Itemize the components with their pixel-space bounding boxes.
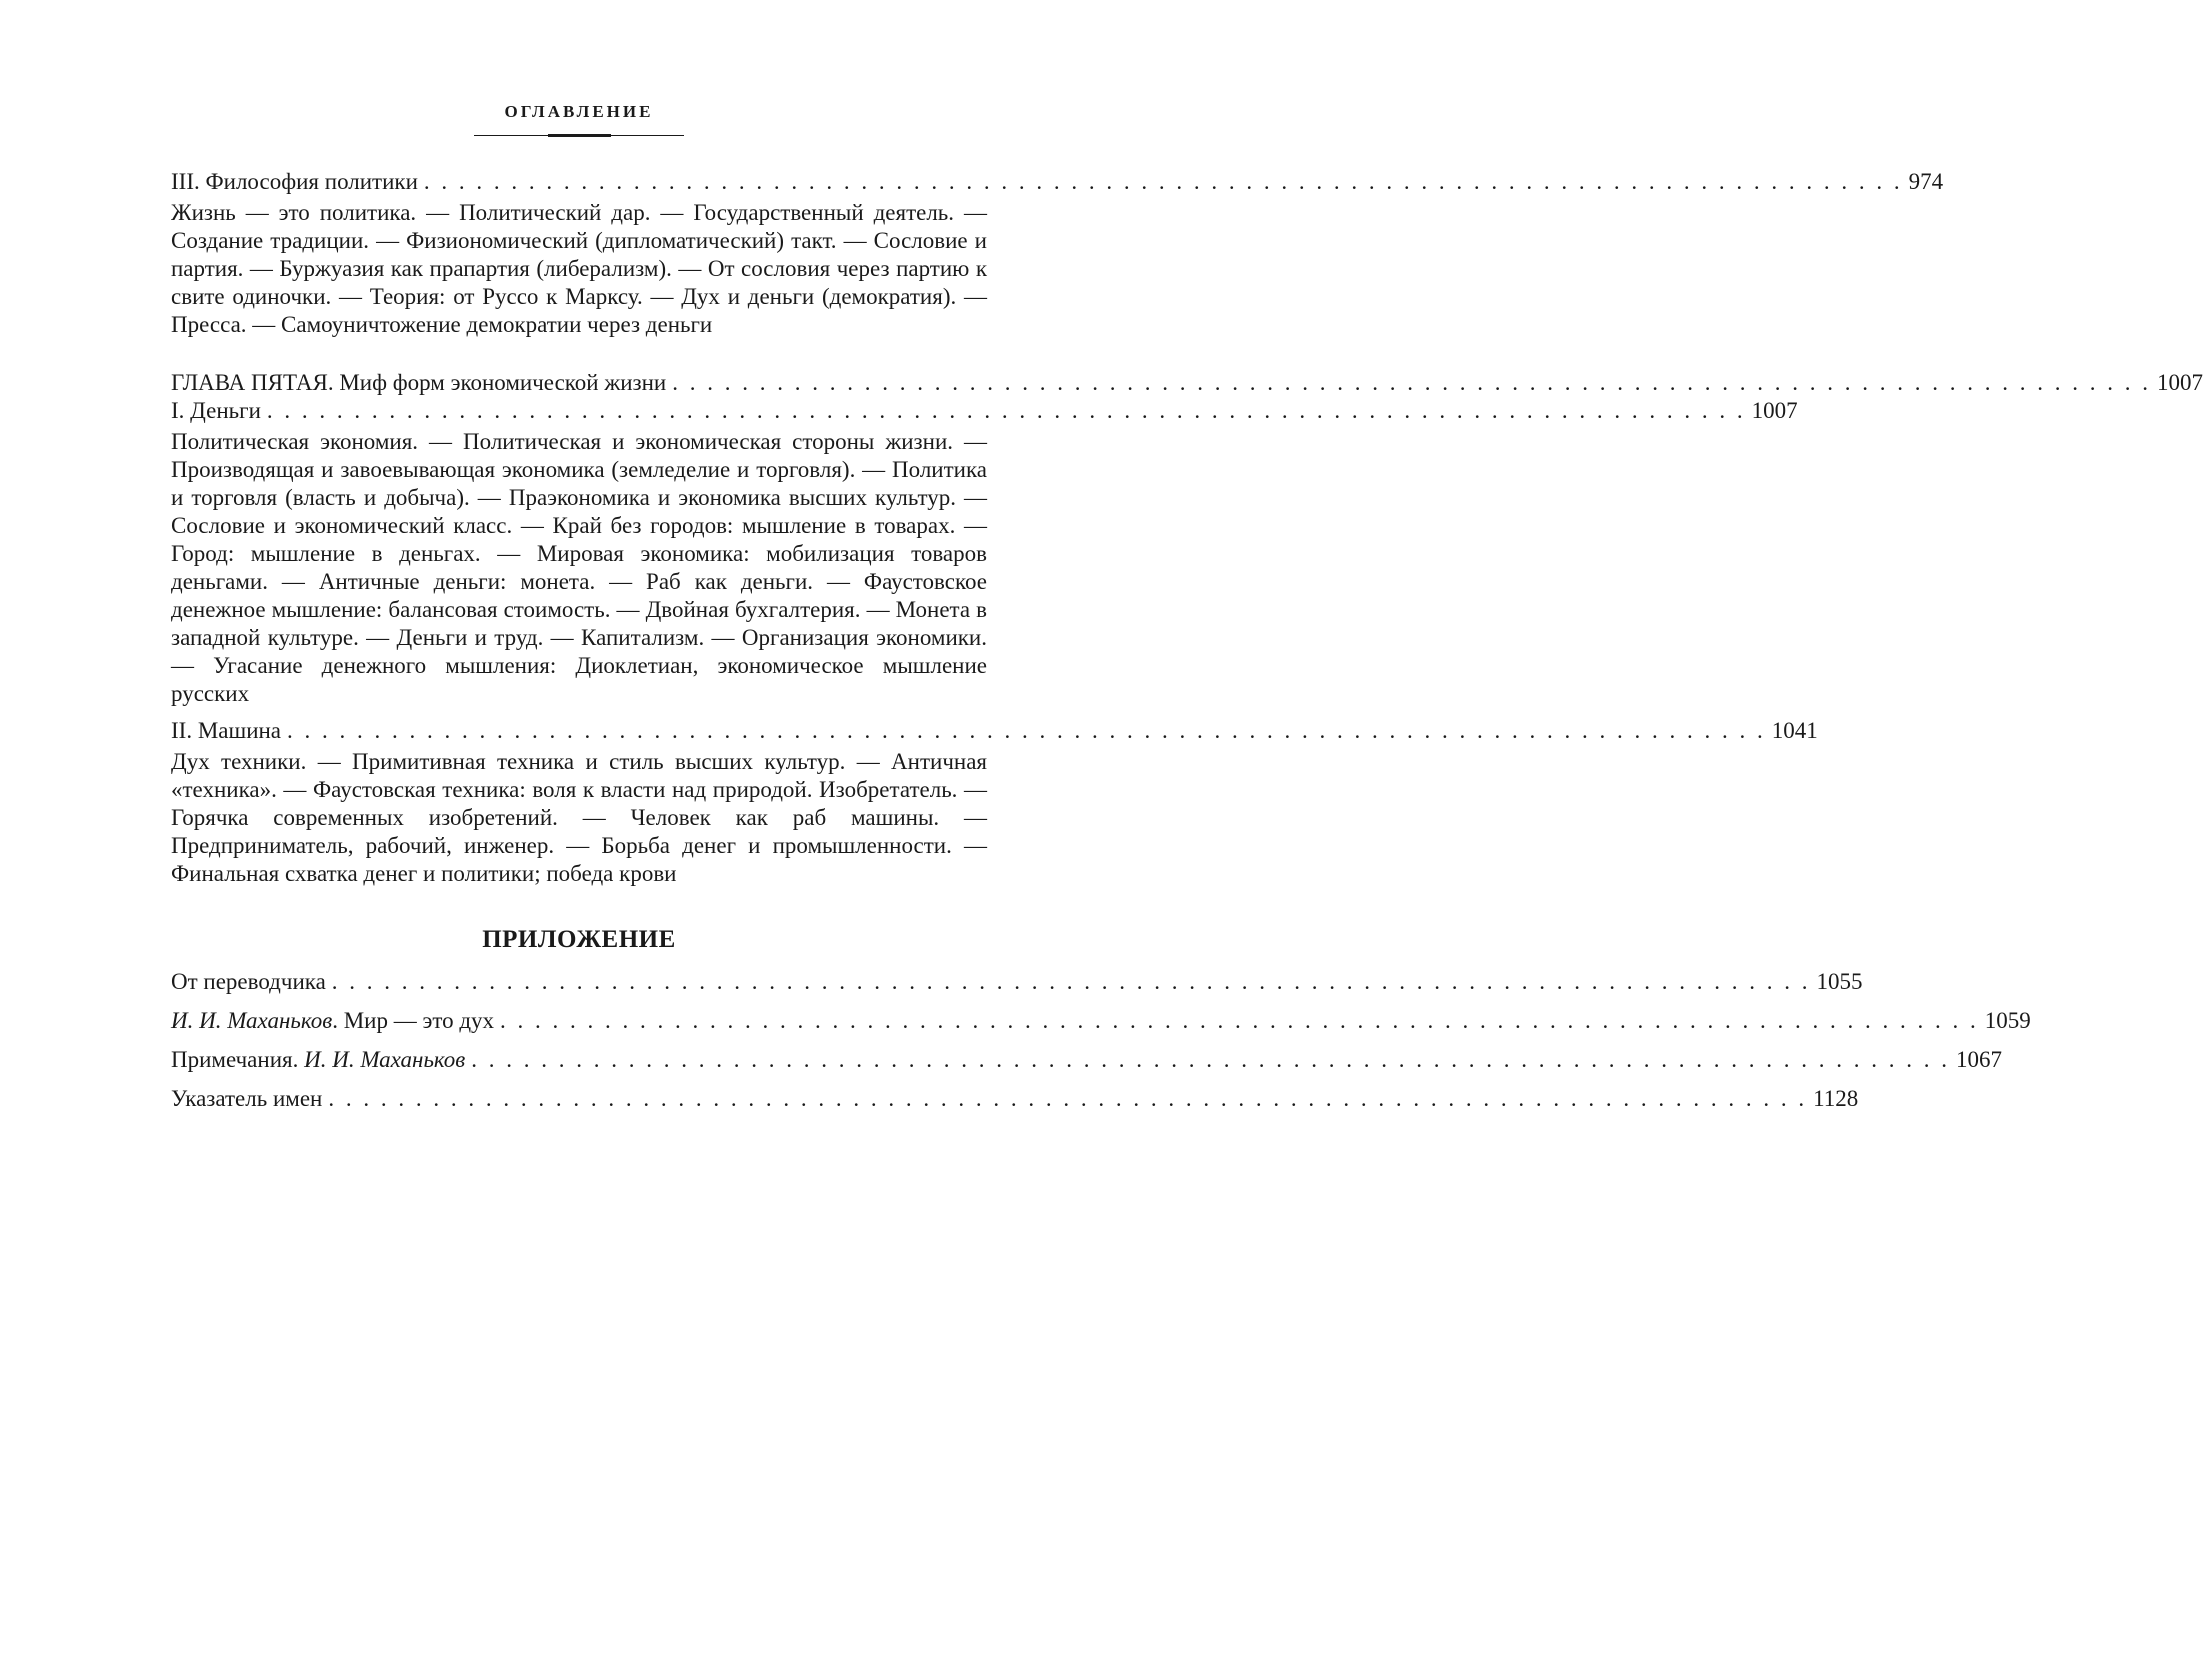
running-head: ОГЛАВЛЕНИЕ <box>504 102 654 121</box>
thick-rule <box>548 134 611 137</box>
toc-page-number: 1067 <box>1956 1047 2003 1072</box>
toc-entry-notes[interactable] <box>171 1046 2003 1074</box>
toc-entry-philosophy-of-politics[interactable] <box>171 168 1944 196</box>
toc-content <box>171 100 2203 1124</box>
appendix-heading: ПРИЛОЖЕНИЕ <box>482 926 676 953</box>
toc-entry-title: ГЛАВА ПЯТАЯ. Миф форм экономической жизни <box>171 370 667 395</box>
dot-leader: . . . . . . . . . . . . . . . . . . . . . . . . . . . . . . . . . . . . . . . . . . . . . . . . . . . . . . . . . . . . . . . . . . . . . . . . . . . . . . . . . . . . . <box>423 169 1903 194</box>
toc-page-number: 1128 <box>1813 1086 1859 1111</box>
toc-entry-money[interactable] <box>171 397 1798 425</box>
toc-entry-title: III. Философия политики <box>171 169 418 194</box>
dot-leader: . . . . . . . . . . . . . . . . . . . . . . . . . . . . . . . . . . . . . . . . . . . . . . . . . . . . . . . . . . . . . . . . . . . . . . . . . . . . . . . . . . . . . <box>287 718 1766 743</box>
toc-entry-description: Политическая экономия. — Политическая и экономическая стороны жизни. — Производящая и завоевывающая экономика (земледелие и торговля). — Политика и торговля (власть и добыча). — Праэкономика и экономика высших культур. — Сословие и экономический класс. — Край без городов: мышление в товарах. — Город: мышление в деньгах. — Мировая экономика: мобилизация товаров деньгами. — Античные деньги: монета. — Раб как деньги. — Фаустовское денежное мышление: балансовая стоимость. — Двойная бухгалтерия. — Монета в западной культуре. — Деньги и труд. — Капитализм. — Организация экономики. — Угасание денежного мышления: Диоклетиан, экономическое мышление русских <box>171 429 987 706</box>
essay-title: . Мир — это дух <box>332 1008 495 1033</box>
toc-page-number: 974 <box>1908 169 1944 194</box>
dot-leader: . . . . . . . . . . . . . . . . . . . . . . . . . . . . . . . . . . . . . . . . . . . . . . . . . . . . . . . . . . . . . . . . . . . . . . . . . . . . . . . . . . . . . <box>471 1047 1951 1072</box>
author-name: И. И. Маханьков <box>304 1047 466 1072</box>
toc-entry-world-is-spirit[interactable] <box>171 1007 2031 1035</box>
toc-entry-chapter-five[interactable] <box>171 369 2203 397</box>
toc-entry-translator[interactable] <box>171 968 1863 996</box>
toc-page-number: 1041 <box>1771 718 1818 743</box>
toc-entry-machine[interactable] <box>171 717 1818 745</box>
dot-leader: . . . . . . . . . . . . . . . . . . . . . . . . . . . . . . . . . . . . . . . . . . . . . . . . . . . . . . . . . . . . . . . . . . . . . . . . . . . . . . . . . . . . . <box>672 370 2151 395</box>
toc-entry-title: II. Машина <box>171 718 282 743</box>
dot-leader: . . . . . . . . . . . . . . . . . . . . . . . . . . . . . . . . . . . . . . . . . . . . . . . . . . . . . . . . . . . . . . . . . . . . . . . . . . . . . . . . . . . . . <box>266 398 1746 423</box>
toc-page-number: 1059 <box>1984 1008 2031 1033</box>
notes-label: Примечания. <box>171 1047 305 1072</box>
toc-entry-title: I. Деньги <box>171 398 261 423</box>
toc-entry-title <box>171 1007 494 1035</box>
dot-leader: . . . . . . . . . . . . . . . . . . . . . . . . . . . . . . . . . . . . . . . . . . . . . . . . . . . . . . . . . . . . . . . . . . . . . . . . . . . . . . . . . . . . . <box>331 969 1811 994</box>
head-ornament-rule <box>474 132 684 140</box>
author-name: И. И. Маханьков <box>171 1008 333 1033</box>
toc-page-number: 1055 <box>1816 969 1863 994</box>
toc-entry-description: Дух техники. — Примитивная техника и стиль высших культур. — Античная «техника». — Фаустовская техника: воля к власти над природой. Изобретатель. — Горячка современных изобретений. — Человек как раб машины. — Предприниматель, рабочий, инженер. — Борьба денег и промышленности. — Финальная схватка денег и политики; победа крови <box>171 749 987 886</box>
toc-entry-title: Указатель имен <box>171 1086 323 1111</box>
toc-list <box>171 168 2203 1113</box>
toc-entry-index-of-names[interactable] <box>171 1085 1859 1113</box>
dot-leader: . . . . . . . . . . . . . . . . . . . . . . . . . . . . . . . . . . . . . . . . . . . . . . . . . . . . . . . . . . . . . . . . . . . . . . . . . . . . . . . . . . . . . <box>328 1086 1808 1111</box>
toc-entry-description: Жизнь — это политика. — Политический дар. — Государственный деятель. — Создание традиции. — Физиономический (дипломатический) такт. — Сословие и партия. — Буржуазия как прапартия (либерализм). — От сословия через партию к свите одиночки. — Теория: от Руссо к Марксу. — Дух и деньги (демократия). — Пресса. — Самоуничтожение демократии через деньги <box>171 200 987 337</box>
toc-page-number: 1007 <box>2157 370 2203 395</box>
dot-leader: . . . . . . . . . . . . . . . . . . . . . . . . . . . . . . . . . . . . . . . . . . . . . . . . . . . . . . . . . . . . . . . . . . . . . . . . . . . . . . . . . . . . . <box>500 1008 1979 1033</box>
toc-entry-title: От переводчика <box>171 969 326 994</box>
toc-page-number: 1007 <box>1751 398 1798 423</box>
toc-entry-title <box>171 1046 465 1074</box>
